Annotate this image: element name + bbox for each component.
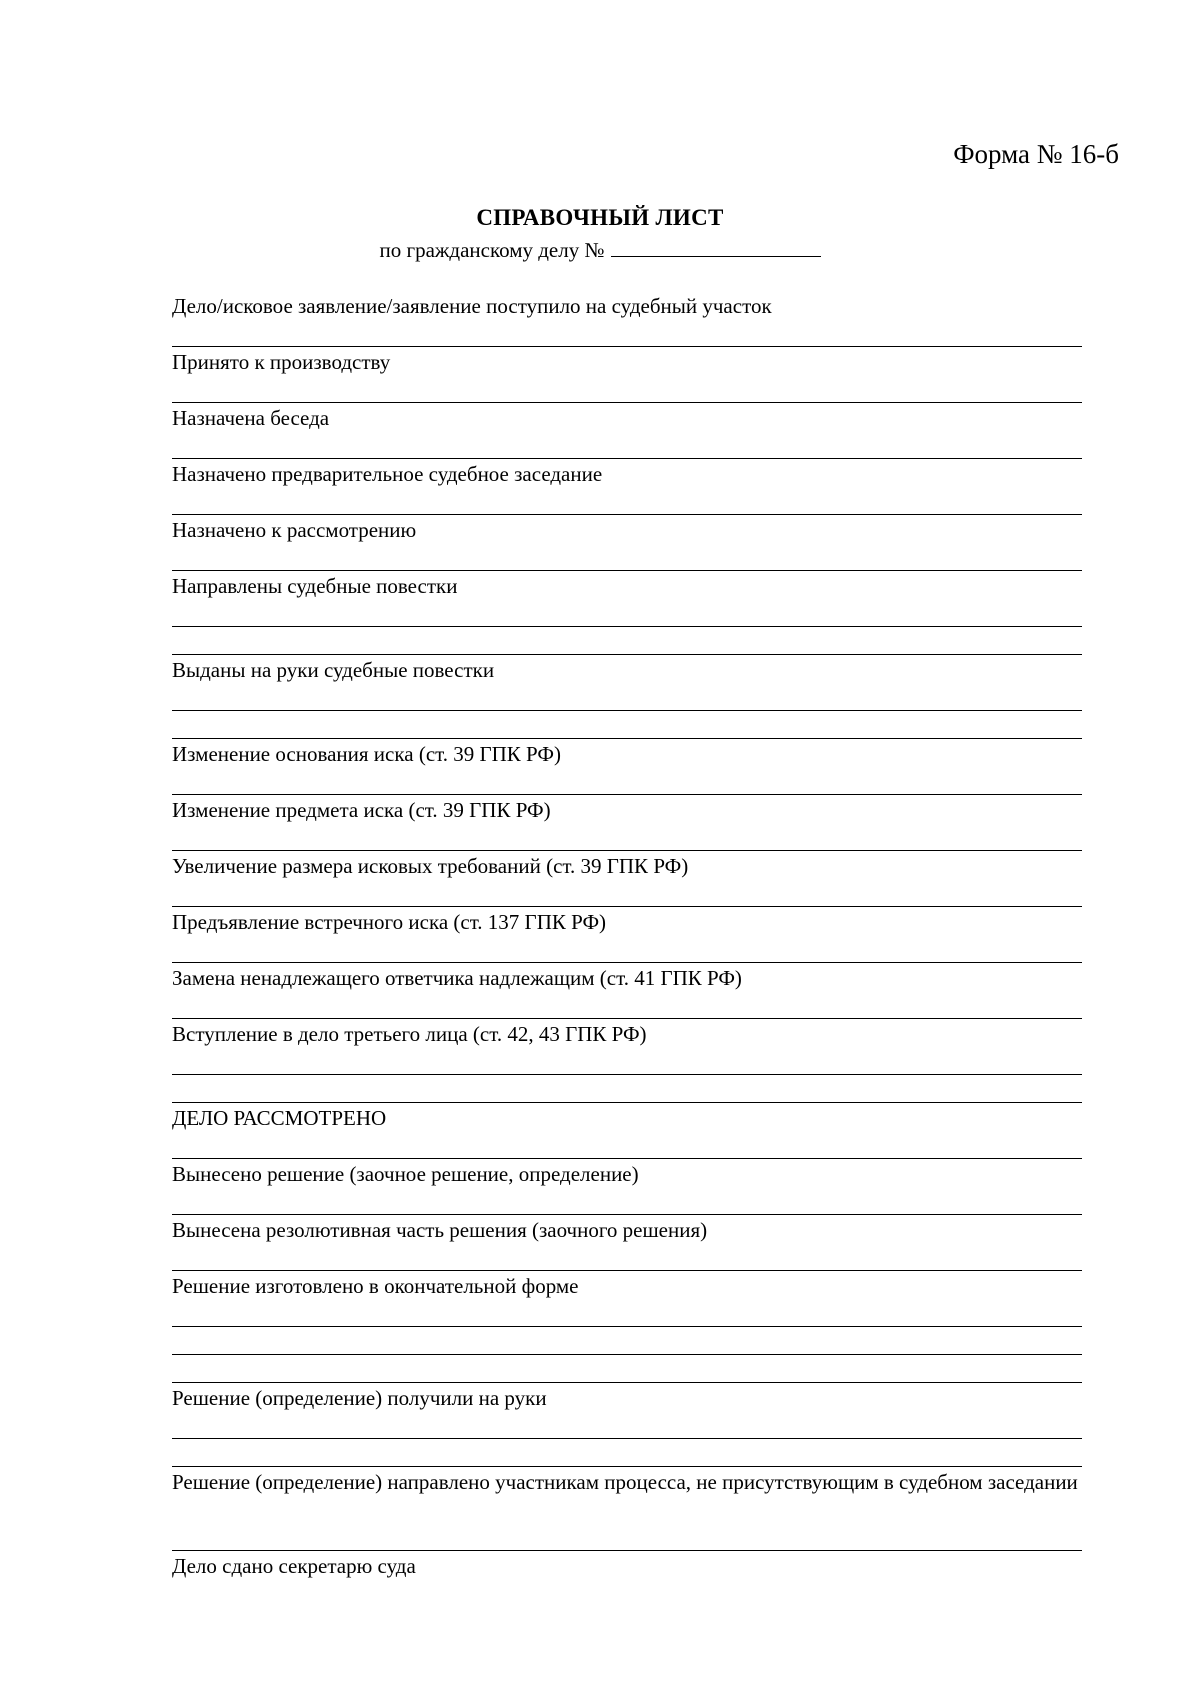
field-accepted: Принято к производству (172, 350, 391, 374)
field-final-form: Решение изготовлено в окончательной форме (172, 1274, 579, 1298)
field-counterclaim: Предъявление встречного иска (ст. 137 ГПК РФ) (172, 910, 607, 934)
field-conversation: Назначена беседа (172, 406, 330, 430)
field-summons-handed: Выданы на руки судебные повестки (172, 658, 495, 682)
fill-line[interactable] (172, 1550, 1082, 1551)
field-operative-part: Вынесена резолютивная часть решения (заочного решения) (172, 1218, 708, 1242)
fill-line[interactable] (172, 1270, 1082, 1271)
field-increase-claims: Увеличение размера исковых требований (ст. 39 ГПК РФ) (172, 854, 689, 878)
field-received: Дело/исковое заявление/заявление поступило на судебный участок (172, 294, 772, 318)
document-subtitle (0, 238, 1200, 263)
field-decision-sent: Решение (определение) направлено участникам процесса, не присутствующим в судебном заседании (172, 1470, 1078, 1494)
case-number-blank[interactable] (611, 238, 821, 257)
fill-line[interactable] (172, 1102, 1082, 1103)
fill-line[interactable] (172, 570, 1082, 571)
fill-line[interactable] (172, 1158, 1082, 1159)
field-decision-rendered: Вынесено решение (заочное решение, определение) (172, 1162, 639, 1186)
fill-line[interactable] (172, 906, 1082, 907)
fill-line[interactable] (172, 1438, 1082, 1439)
fill-line[interactable] (172, 1354, 1082, 1355)
fill-line[interactable] (172, 1466, 1082, 1467)
field-decision-received: Решение (определение) получили на руки (172, 1386, 547, 1410)
fill-line[interactable] (172, 654, 1082, 655)
field-preliminary-hearing: Назначено предварительное судебное заседание (172, 462, 603, 486)
fill-line[interactable] (172, 402, 1082, 403)
fill-line[interactable] (172, 738, 1082, 739)
fill-line[interactable] (172, 1074, 1082, 1075)
fill-line[interactable] (172, 1018, 1082, 1019)
field-change-subject: Изменение предмета иска (ст. 39 ГПК РФ) (172, 798, 551, 822)
fill-line[interactable] (172, 458, 1082, 459)
fill-line[interactable] (172, 346, 1082, 347)
fill-line[interactable] (172, 794, 1082, 795)
field-third-party: Вступление в дело третьего лица (ст. 42, 43 ГПК РФ) (172, 1022, 647, 1046)
field-change-basis: Изменение основания иска (ст. 39 ГПК РФ) (172, 742, 561, 766)
field-summons-sent: Направлены судебные повестки (172, 574, 458, 598)
fill-line[interactable] (172, 514, 1082, 515)
fill-line[interactable] (172, 850, 1082, 851)
field-handed-to-secretary: Дело сдано секретарю суда (172, 1554, 416, 1578)
field-defendant-replacement: Замена ненадлежащего ответчика надлежащим (ст. 41 ГПК РФ) (172, 966, 742, 990)
form-number: Форма № 16-б (953, 139, 1119, 169)
document-title: СПРАВОЧНЫЙ ЛИСТ (476, 205, 724, 230)
fill-line[interactable] (172, 710, 1082, 711)
fill-line[interactable] (172, 626, 1082, 627)
fill-line[interactable] (172, 962, 1082, 963)
fill-line[interactable] (172, 1214, 1082, 1215)
field-scheduled: Назначено к рассмотрению (172, 518, 417, 542)
fill-line[interactable] (172, 1326, 1082, 1327)
subtitle-text: по гражданскому делу № (379, 238, 605, 262)
section-case-reviewed: ДЕЛО РАССМОТРЕНО (172, 1106, 387, 1130)
fill-line[interactable] (172, 1382, 1082, 1383)
